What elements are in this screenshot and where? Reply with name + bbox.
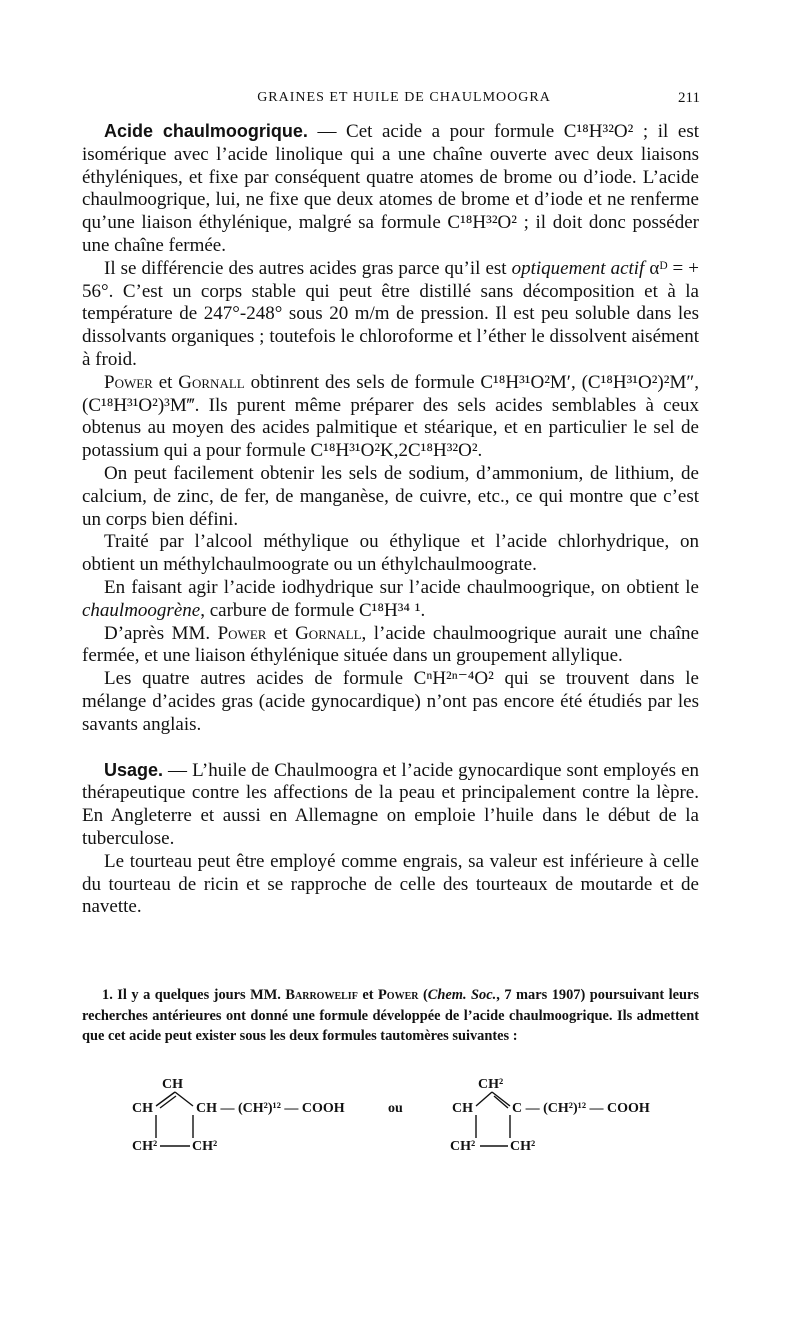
formula-left-left: CH: [132, 1101, 153, 1116]
footnote-part: 1. Il y a quelques jours MM.: [102, 987, 286, 1003]
formula-left: [132, 1077, 345, 1154]
page-number: 211: [678, 90, 700, 106]
formula-left-bonds: [156, 1092, 193, 1146]
formula-left-bottom-right: CH²: [192, 1139, 218, 1154]
conjunction: et: [152, 371, 179, 393]
author-name: Gornall: [295, 622, 362, 644]
paragraph-text: — L’huile de Chaulmoogra et l’acide gynocardique sont employés en thérapeutique contre les affections de la peau et principalement contre la lèpre. En Angleterre et aussi en Allemagne on emploie l’huile dans le début de la tuberculose.: [82, 759, 699, 849]
formula-drawing: [120, 1070, 680, 1160]
italic-term: optiquement actif: [511, 257, 645, 279]
section-heading-usage: Usage.: [104, 759, 164, 780]
formula-left-top: CH: [162, 1077, 183, 1092]
body-text: [82, 120, 699, 919]
paragraph-text: , carbure de formule C¹⁸H³⁴ ¹.: [200, 599, 426, 621]
formula-separator: ou: [388, 1101, 403, 1116]
footnote-text: [82, 985, 699, 1047]
paragraph-text: En faisant agir l’acide iodhydrique sur l’acide chaulmoogrique, on obtient le: [104, 576, 699, 598]
structural-formulas: [120, 1070, 680, 1160]
formula-right-chain: C — (CH²)¹² — COOH: [512, 1101, 650, 1116]
formula-right: [450, 1077, 650, 1154]
formula-right-bonds: [476, 1092, 510, 1146]
paragraph-other-salts: On peut facilement obtenir les sels de sodium, d’ammonium, de lithium, de calcium, de zinc, de fer, de manganèse, de cuivre, etc., ce qui montre que c’est un corps bien défini.: [82, 462, 699, 530]
conjunction: et: [266, 622, 296, 644]
paragraph-text: , l’acide chaulmoogrique aurait une chaîne fermée, et une liaison éthylénique située dans un groupement allylique.: [82, 622, 699, 667]
paragraph-text: obtinrent des sels de formule C¹⁸H³¹O²M′, (C¹⁸H³¹O²)²M″, (C¹⁸H³¹O²)³M‴. Ils purent même préparer des sels acides semblables à ceux obtenus au moyen des acides palmitique et stéarique, et en particulier le sel de potassium qui a pour formule C¹⁸H³¹O²K,2C¹⁸H³²O².: [82, 371, 699, 462]
footnote-part: , 7 mars 1907) poursuivant leurs recherches antérieures ont donné une formule développée de l’acide chaulmoogrique. Ils admettent que cet acide peut exister sous les deux formules tautomères suivantes :: [82, 987, 700, 1044]
formula-right-bottom-right: CH²: [510, 1139, 536, 1154]
author-name: Gornall: [178, 371, 245, 393]
paragraph-acide-chaulmoogrique: [82, 120, 699, 258]
running-title: GRAINES ET HUILE DE CHAULMOOGRA: [257, 90, 551, 105]
journal-name: Chem. Soc.: [427, 987, 497, 1003]
formula-left-chain: CH — (CH²)¹² — COOH: [196, 1101, 345, 1116]
running-header: [108, 88, 700, 110]
paragraph-usage: [82, 759, 699, 851]
paragraph-text: D’après MM.: [104, 622, 218, 644]
paragraph-salts: [82, 372, 699, 463]
paragraph-chaulmoogrene: [82, 577, 699, 623]
paragraph-tourteau: Le tourteau peut être employé comme engrais, sa valeur est inférieure à celle du tourteau de ricin et se rapproche de celle des tourteaux de moutarde et de navette.: [82, 850, 699, 918]
footnote: [82, 985, 699, 1047]
paragraph-esters: Traité par l’alcool méthylique ou éthylique et l’acide chlorhydrique, on obtient un méthylchaulmoograte ou un éthylchaulmoograte.: [82, 531, 699, 576]
footnote-part: (: [418, 987, 428, 1003]
author-name: Power: [104, 371, 153, 393]
formula-right-top: CH²: [478, 1077, 504, 1092]
formula-right-bottom-left: CH²: [450, 1139, 476, 1154]
formula-right-left: CH: [452, 1101, 473, 1116]
paragraph-text: — Cet acide a pour formule C¹⁸H³²O² ; il est isomérique avec l’acide linolique qui a une chaîne ouverte avec deux liaisons éthyléniques, et fixe par conséquent quatre atomes de brome ou d’iode. L’acide chaulmoogrique, lui, ne fixe que deux atomes de brome et d’iode et ne renferme qu’une liaison éthylénique, malgré sa formule C¹⁸H³²O² ; il doit donc posséder une chaîne fermée.: [82, 121, 699, 256]
formula-left-bottom-left: CH²: [132, 1139, 158, 1154]
italic-term: chaulmoogrène: [82, 599, 201, 621]
paragraph-optical: [82, 258, 699, 372]
paragraph-structure: [82, 623, 699, 669]
conjunction: et: [357, 987, 378, 1003]
paragraph-other-acids: Les quatre autres acides de formule CⁿH²ⁿ⁻⁴O² qui se trouvent dans le mélange d’acides gras (acide gynocardique) n’ont pas encore été étudiés par les savants anglais.: [82, 668, 699, 735]
section-gap: [82, 737, 699, 759]
author-name: Barrowelif: [285, 987, 358, 1003]
author-name: Power: [378, 987, 419, 1003]
section-heading-acide: Acide chaulmoogrique.: [104, 121, 308, 141]
author-name: Power: [217, 622, 267, 644]
paragraph-text: αᴰ = + 56°. C’est un corps stable qui peut être distillé sans décomposition et à la température de 247°-248° sous 20 m/m de pression. Il est peu soluble dans les dissolvants organiques ; toutefois le chloroforme et l’éther le dissolvent aisément à froid.: [82, 257, 699, 370]
paragraph-text: Il se différencie des autres acides gras parce qu’il est: [104, 257, 512, 279]
